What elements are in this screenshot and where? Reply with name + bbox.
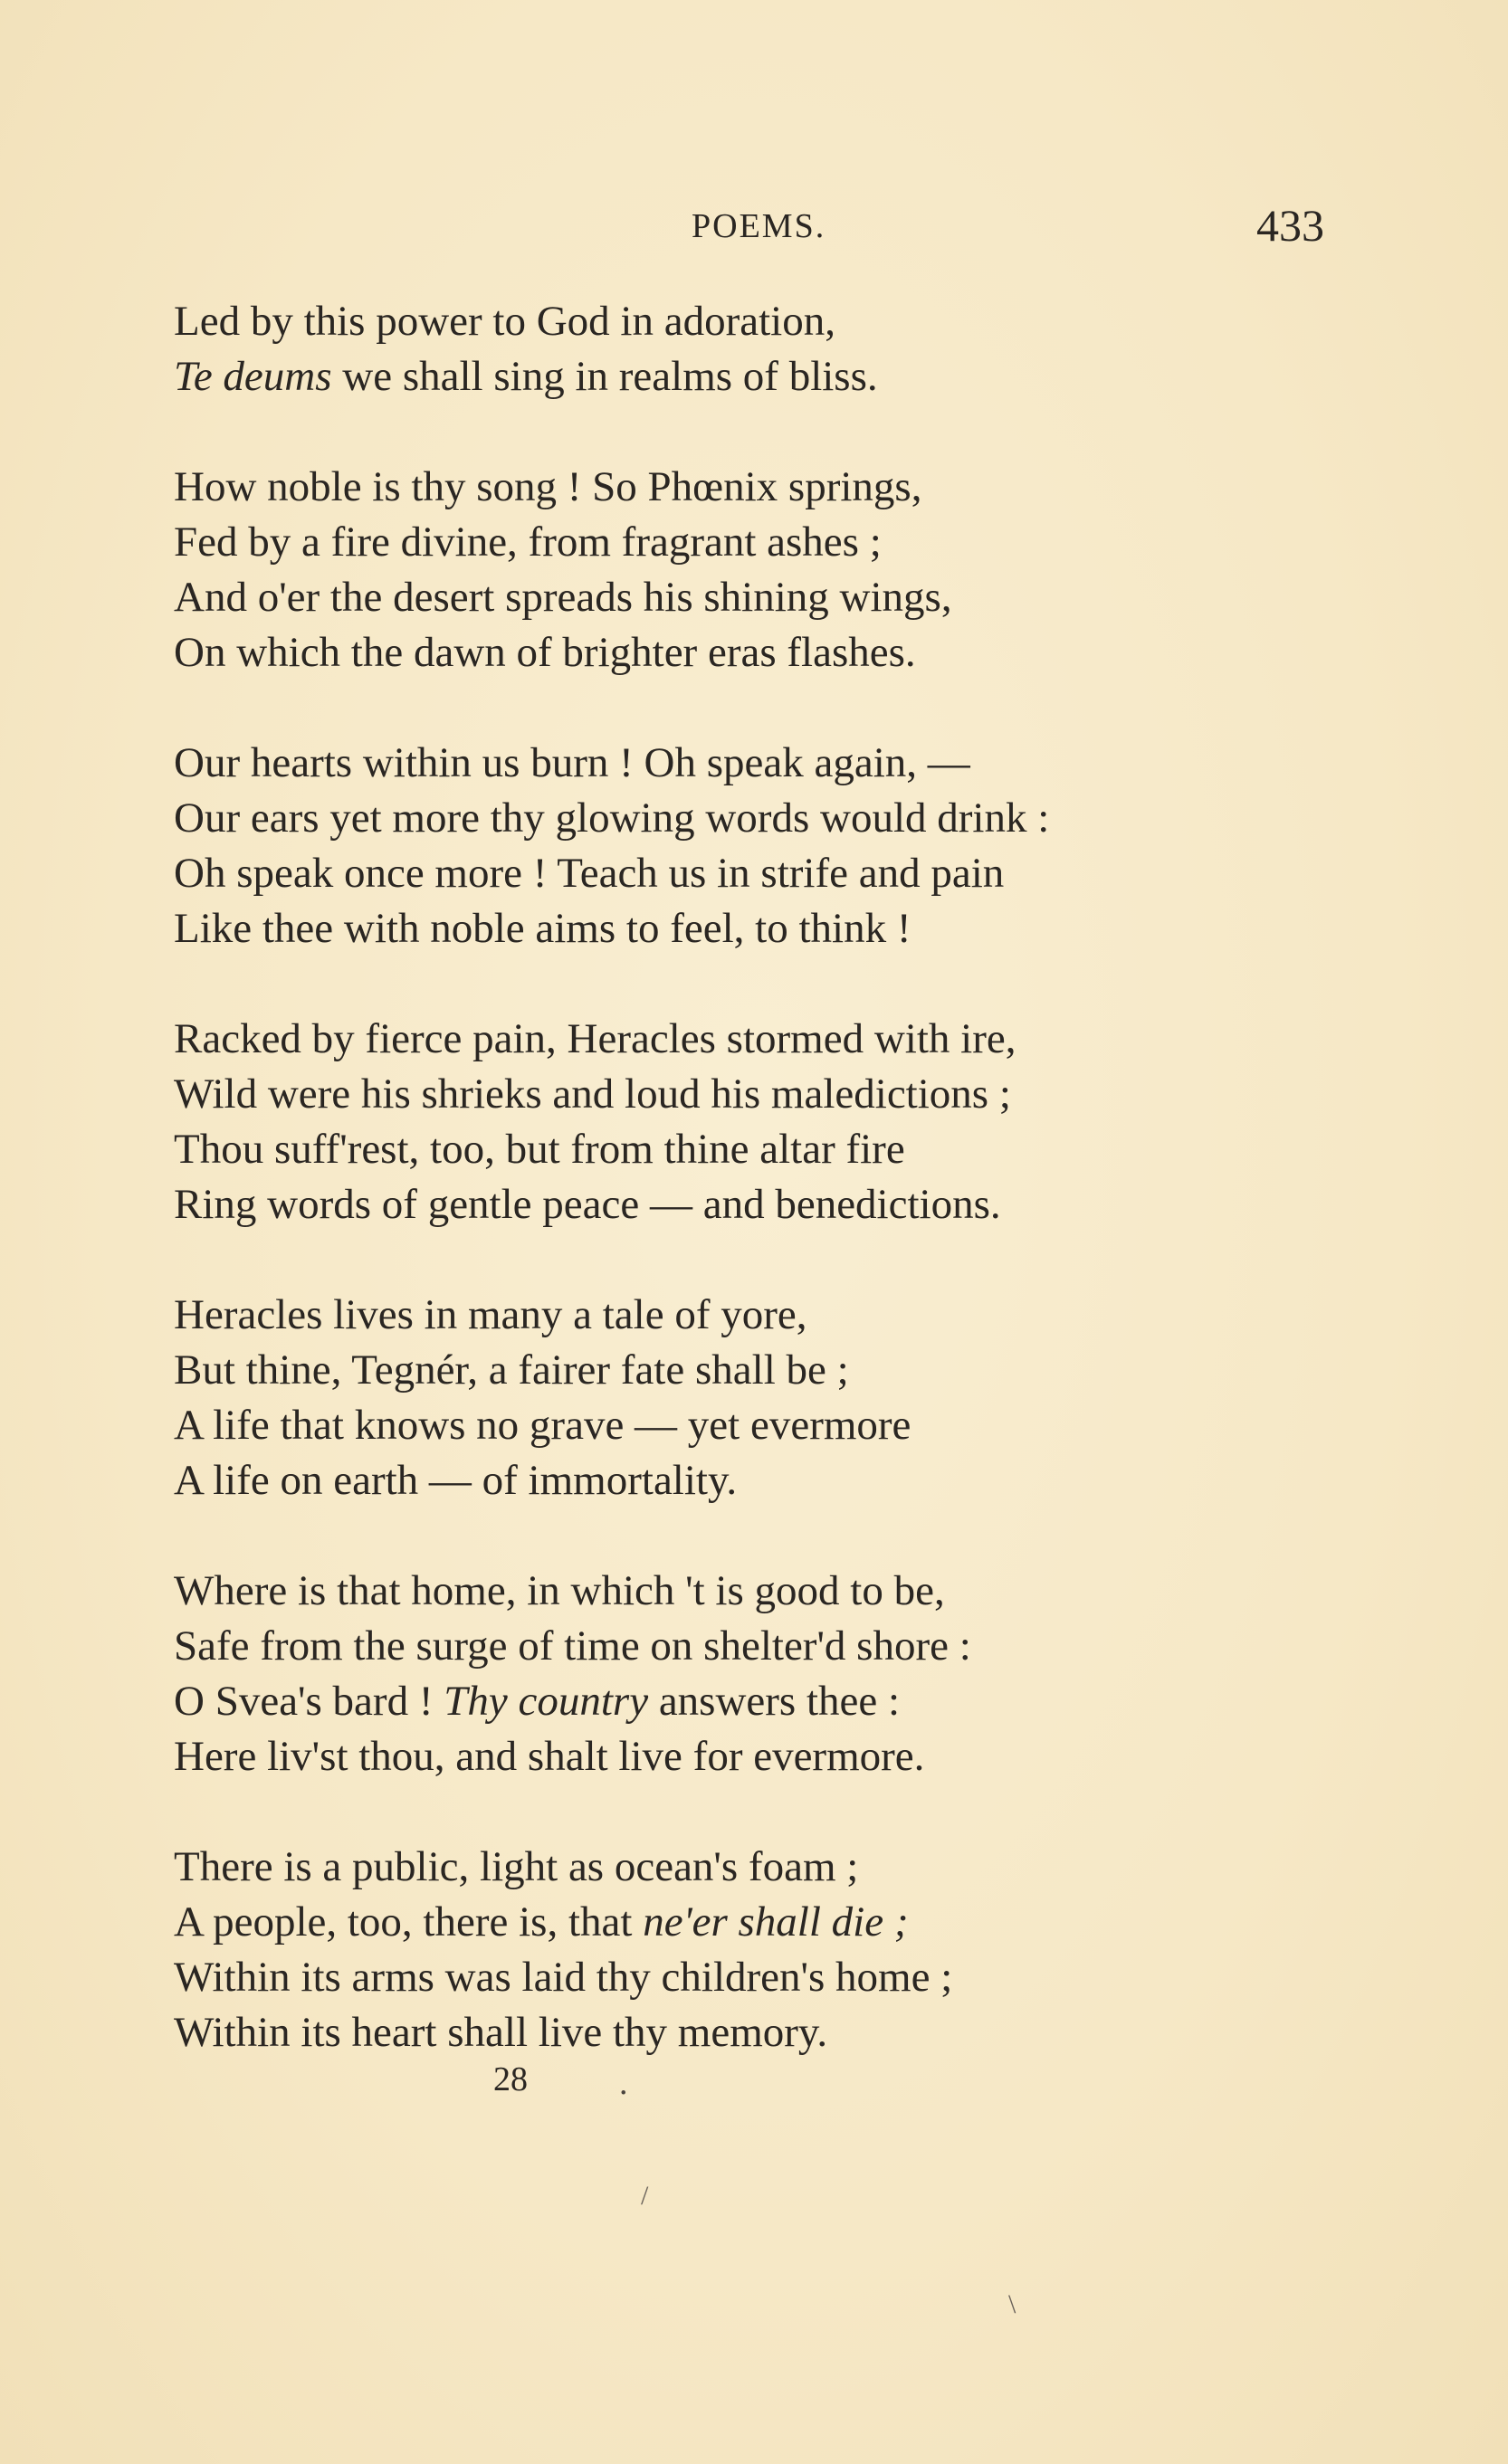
poem-body <box>174 294 1332 2116</box>
line-text: Thou suff'rest, too, but from thine altar fire <box>174 1126 905 1173</box>
poem-line <box>174 1398 1332 1453</box>
print-speck: \ <box>1008 2289 1016 2319</box>
poem-line <box>174 1619 1332 1674</box>
page-number: 433 <box>1256 200 1324 251</box>
stanza <box>174 736 1332 956</box>
line-text: Here liv'st thou, and shalt live for evermore. <box>174 1733 925 1780</box>
poem-line <box>174 1453 1332 1508</box>
line-text: Racked by fierce pain, Heracles stormed with ire, <box>174 1015 1016 1062</box>
line-text: There is a public, light as ocean's foam ; <box>174 1843 859 1890</box>
line-text: A life that knows no grave — yet evermore <box>174 1402 911 1449</box>
poem-line <box>174 1564 1332 1619</box>
signature-mark: 28 <box>493 2060 528 2098</box>
poem-line <box>174 1177 1332 1232</box>
poem-line <box>174 2005 1332 2060</box>
poem-line <box>174 1674 1332 1729</box>
line-text: Led by this power to God in adoration, <box>174 298 835 345</box>
line-text: Fed by a fire divine, from fragrant ashes ; <box>174 518 882 566</box>
line-text: O Svea's bard ! <box>174 1678 444 1725</box>
line-text: Where is that home, in which 't is good to be, <box>174 1567 945 1614</box>
line-text: How noble is thy song ! So Phœnix springs, <box>174 463 922 510</box>
poem-line <box>174 901 1332 956</box>
line-text: On which the dawn of brighter eras flashes. <box>174 629 916 676</box>
poem-line <box>174 846 1332 901</box>
poem-line <box>174 349 1332 404</box>
print-speck: . <box>619 2064 628 2102</box>
poem-line <box>174 1343 1332 1398</box>
poem-line <box>174 460 1332 515</box>
line-text: A people, too, there is, that <box>174 1898 644 1946</box>
line-text: Safe from the surge of time on shelter'd shore : <box>174 1622 971 1670</box>
line-text: Heracles lives in many a tale of yore, <box>174 1291 807 1338</box>
stanza <box>174 1564 1332 1784</box>
italic-phrase: Thy country <box>444 1678 649 1725</box>
line-text: And o'er the desert spreads his shining wings, <box>174 574 952 621</box>
poem-line <box>174 625 1332 680</box>
line-text: Like thee with noble aims to feel, to think ! <box>174 905 911 952</box>
line-text: Our ears yet more thy glowing words would drink : <box>174 794 1050 842</box>
stanza <box>174 294 1332 404</box>
print-speck: / <box>641 2181 649 2211</box>
stanza <box>174 1012 1332 1232</box>
italic-phrase: Te deums <box>174 353 332 400</box>
poem-line <box>174 1950 1332 2005</box>
poem-line <box>174 1067 1332 1122</box>
line-text: answers thee : <box>648 1678 901 1725</box>
line-text: But thine, Tegnér, a fairer fate shall be ; <box>174 1346 849 1394</box>
poem-line <box>174 1012 1332 1067</box>
line-text: we shall sing in realms of bliss. <box>331 353 878 400</box>
italic-phrase: ne'er shall die ; <box>643 1898 909 1946</box>
stanza <box>174 1288 1332 1508</box>
line-text: Our hearts within us burn ! Oh speak again, — <box>174 739 970 786</box>
line-text: Wild were his shrieks and loud his maledictions ; <box>174 1070 1011 1118</box>
stanza <box>174 460 1332 680</box>
poem-line <box>174 1840 1332 1895</box>
line-text: A life on earth — of immortality. <box>174 1457 738 1504</box>
poem-line <box>174 570 1332 625</box>
stanza <box>174 1840 1332 2060</box>
poem-line <box>174 1122 1332 1177</box>
running-title: POEMS. <box>692 207 826 245</box>
poem-line <box>174 1288 1332 1343</box>
line-text: Ring words of gentle peace — and benedictions. <box>174 1181 1001 1228</box>
line-text: Within its heart shall live thy memory. <box>174 2009 828 2056</box>
poem-line <box>174 294 1332 349</box>
line-text: Oh speak once more ! Teach us in strife and pain <box>174 850 1005 897</box>
poem-line <box>174 736 1332 791</box>
running-head <box>0 199 1508 253</box>
poem-line <box>174 1895 1332 1950</box>
poem-line <box>174 791 1332 846</box>
poem-line <box>174 515 1332 570</box>
poem-line <box>174 1729 1332 1784</box>
line-text: Within its arms was laid thy children's home ; <box>174 1954 953 2001</box>
